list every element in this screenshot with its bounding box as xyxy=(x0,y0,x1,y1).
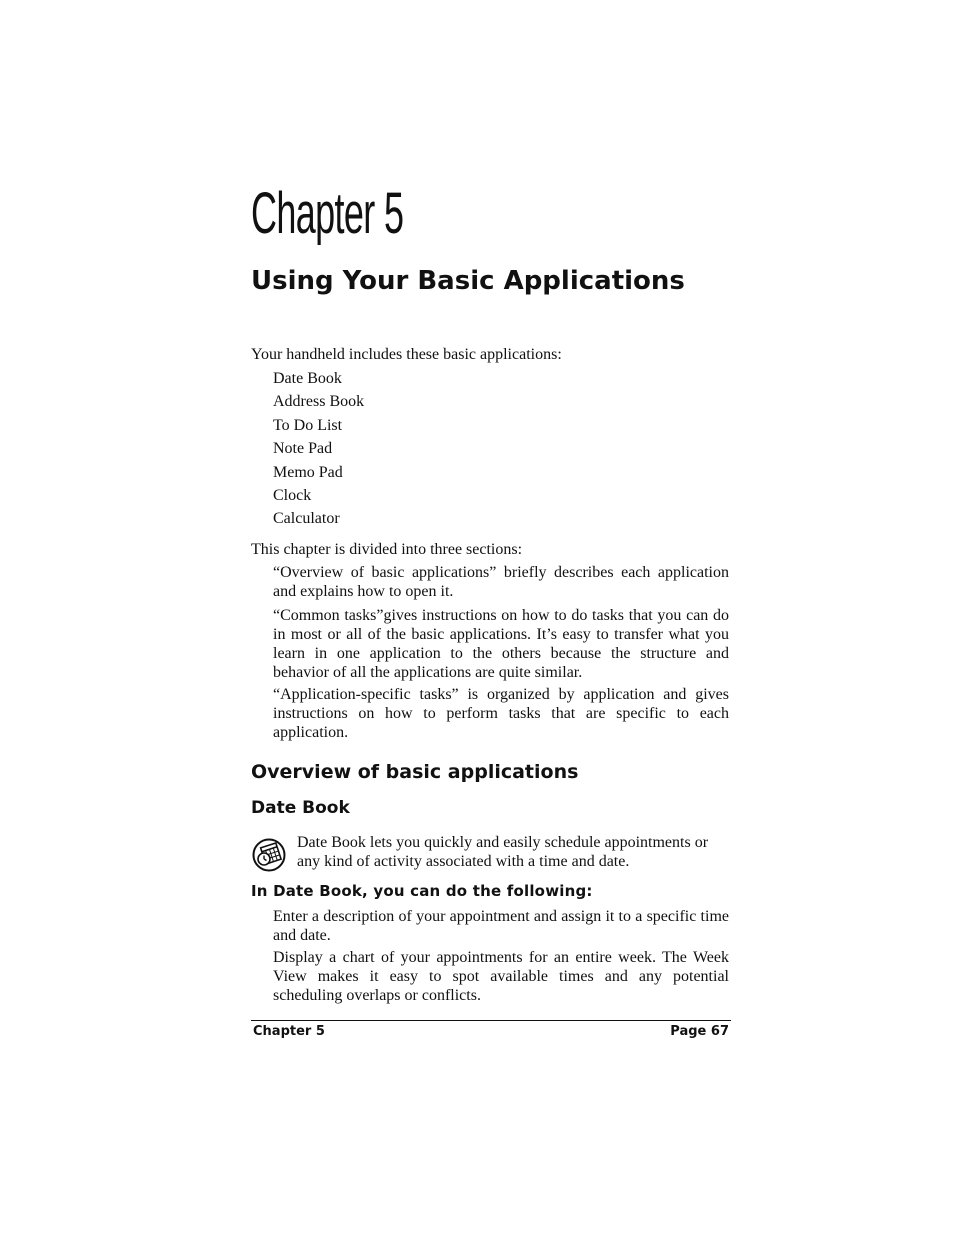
list-item: Memo Pad xyxy=(273,463,343,481)
feature-item: Display a chart of your appointments for an entire week. The Week View makes it easy to spot available times and any potential scheduling overlaps or conflicts. xyxy=(273,949,729,1004)
overview-heading: Overview of basic applications xyxy=(251,761,579,783)
date-book-icon xyxy=(252,837,286,873)
section-description: “Common tasks”gives instructions on how to do tasks that you can do in most or all of the basic applications. It’s easy to transfer what you learn in one application to the others because the structure and behavior of all the applications are quite similar. xyxy=(273,607,729,681)
section-description: “Overview of basic applications” briefly describes each application and explains how to open it. xyxy=(273,564,729,600)
footer-page-number: Page 67 xyxy=(670,1024,729,1039)
application-list xyxy=(273,369,364,533)
feature-item: Enter a description of your appointment and assign it to a specific time and date. xyxy=(273,908,729,944)
list-item: To Do List xyxy=(273,416,343,434)
list-item: Address Book xyxy=(273,393,365,411)
intro-text: Your handheld includes these basic applications: xyxy=(251,346,562,363)
list-item: Date Book xyxy=(273,370,342,387)
date-book-subheading: In Date Book, you can do the following: xyxy=(251,882,593,900)
chapter-heading: Chapter 5 xyxy=(251,181,404,246)
sections-intro-text: This chapter is divided into three sections: xyxy=(251,541,523,558)
footer-chapter-label: Chapter 5 xyxy=(253,1024,325,1039)
date-book-description: Date Book lets you quickly and easily schedule appointments or any kind of activity associated with a time and date. xyxy=(297,834,709,870)
chapter-title: Using Your Basic Applications xyxy=(251,266,685,296)
list-item: Note Pad xyxy=(273,440,333,458)
section-description: “Application-specific tasks” is organized by application and gives instructions on how to perform tasks that are specific to each application. xyxy=(273,686,729,741)
footer-divider xyxy=(251,1020,731,1021)
date-book-heading: Date Book xyxy=(251,798,350,818)
list-item: Calculator xyxy=(273,510,340,528)
list-item: Clock xyxy=(273,486,312,504)
